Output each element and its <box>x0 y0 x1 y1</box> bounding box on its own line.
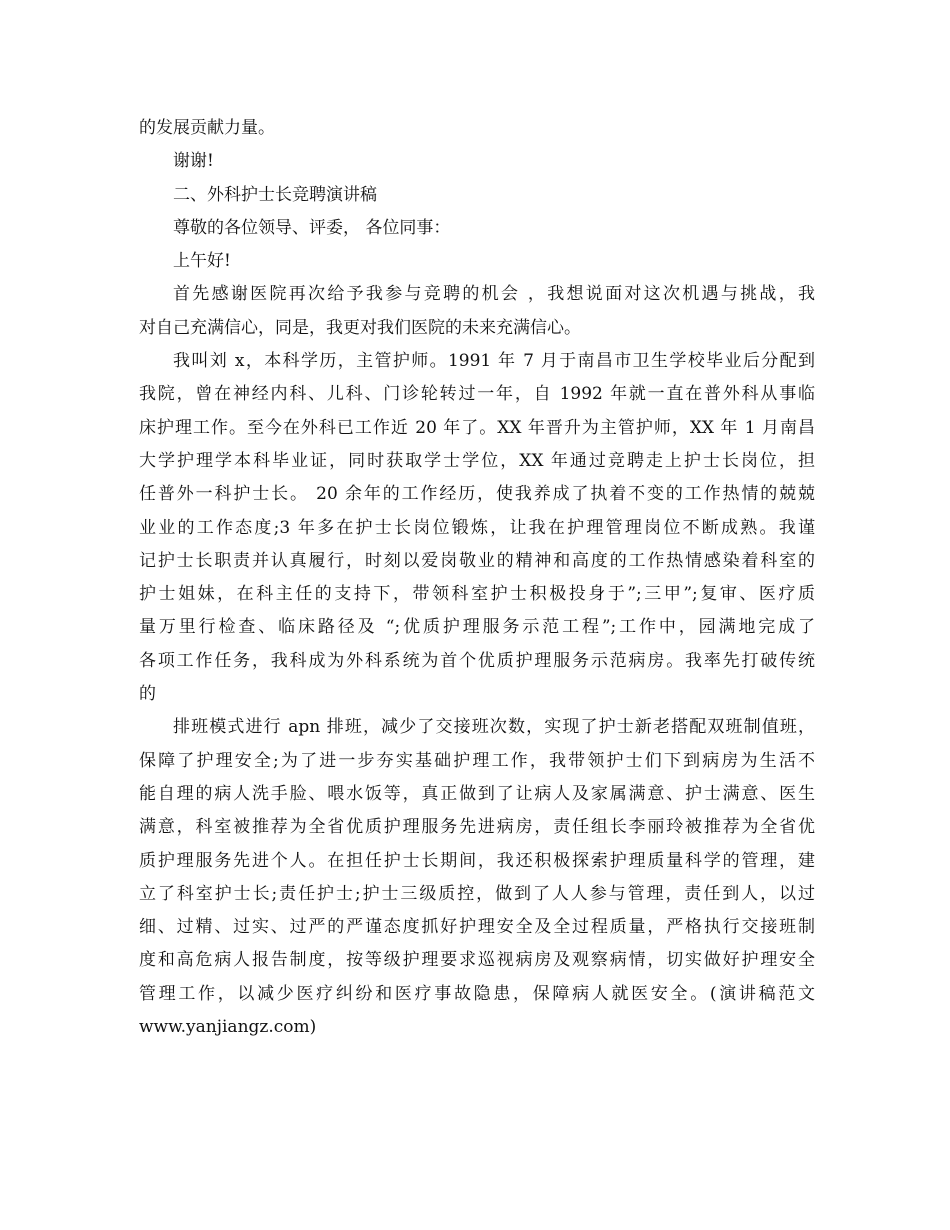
text-line: 的 <box>139 684 156 705</box>
text-line: 护士姐妹，在科主任的支持下，带领科室护士积极投身于”;三甲”;复审、医疗质 <box>139 584 815 605</box>
text-line: 我院，曾在神经内科、儿科、门诊轮转过一年，自 1992 年就一直在普外科从事临 <box>139 384 815 405</box>
text-line: 首先感谢医院再次给予我参与竞聘的机会 ，我想说面对这次机遇与挑战，我 <box>173 284 815 305</box>
text-line: 量万里行检查、临床路径及 “;优质护理服务示范工程”;工作中，园满地完成了 <box>139 617 815 638</box>
text-line: 管理工作，以减少医疗纠纷和医疗事故隐患，保障病人就医安全。(演讲稿范文 <box>139 983 815 1004</box>
text-line: 谢谢! <box>173 151 214 172</box>
text-line: 记护士长职责并认真履行，时刻以爱岗敬业的精神和高度的工作热情感染着科室的 <box>139 550 815 571</box>
text-line: 保障了护理安全;为了进一步夯实基础护理工作，我带领护士们下到病房为生活不 <box>139 750 815 771</box>
text-line: 对自己充满信心，同是，我更对我们医院的未来充满信心。 <box>139 317 581 338</box>
text-line: 的发展贡献力量。 <box>139 118 275 138</box>
text-line: 满意，科室被推荐为全省优质护理服务先进病房，责任组长李丽玲被推荐为全省优 <box>139 817 815 838</box>
text-line: 立了科室护士长;责任护士;护士三级质控，做到了人人参与管理，责任到人，以过 <box>139 883 815 904</box>
text-line: 质护理服务先进个人。在担任护士长期间，我还积极探索护理质量科学的管理，建 <box>139 850 815 871</box>
text-line: 任普外一科护士长。 20 余年的工作经历，使我养成了执着不变的工作热情的兢兢 <box>139 484 815 505</box>
text-line: 细、过精、过实、过严的严谨态度抓好护理安全及全过程质量，严格执行交接班制 <box>139 917 815 938</box>
text-line: 排班模式进行 apn 排班，减少了交接班次数，实现了护士新老搭配双班制值班， <box>173 717 815 738</box>
text-line: 大学护理学本科毕业证，同时获取学士学位，XX 年通过竞聘走上护士长岗位，担 <box>139 450 815 471</box>
text-line: 床护理工作。至今在外科已工作近 20 年了。XX 年晋升为主管护师，XX 年 1 月南昌 <box>139 417 815 438</box>
text-line: 我叫刘 x，本科学历，主管护师。1991 年 7 月于南昌市卫生学校毕业后分配到 <box>173 351 815 372</box>
text-line: 二、外科护士长竞聘演讲稿 <box>173 184 377 205</box>
text-line: 能自理的病人洗手脸、喂水饭等，真正做到了让病人及家属满意、护士满意、医生 <box>139 783 815 804</box>
text-line: 业业的工作态度;3 年多在护士长岗位锻炼，让我在护理管理岗位不断成熟。我谨 <box>139 517 815 538</box>
document-body <box>139 112 815 1044</box>
text-line: 上午好! <box>173 251 231 272</box>
text-line: 尊敬的各位领导、评委， 各位同事： <box>173 217 451 238</box>
text-line: 度和高危病人报告制度，按等级护理要求巡视病房及观察病情，切实做好护理安全 <box>139 950 815 971</box>
text-line: 各项工作任务，我科成为外科系统为首个优质护理服务示范病房。我率先打破传统 <box>139 650 815 671</box>
text-line: www.yanjiangz.com) <box>139 1017 317 1038</box>
